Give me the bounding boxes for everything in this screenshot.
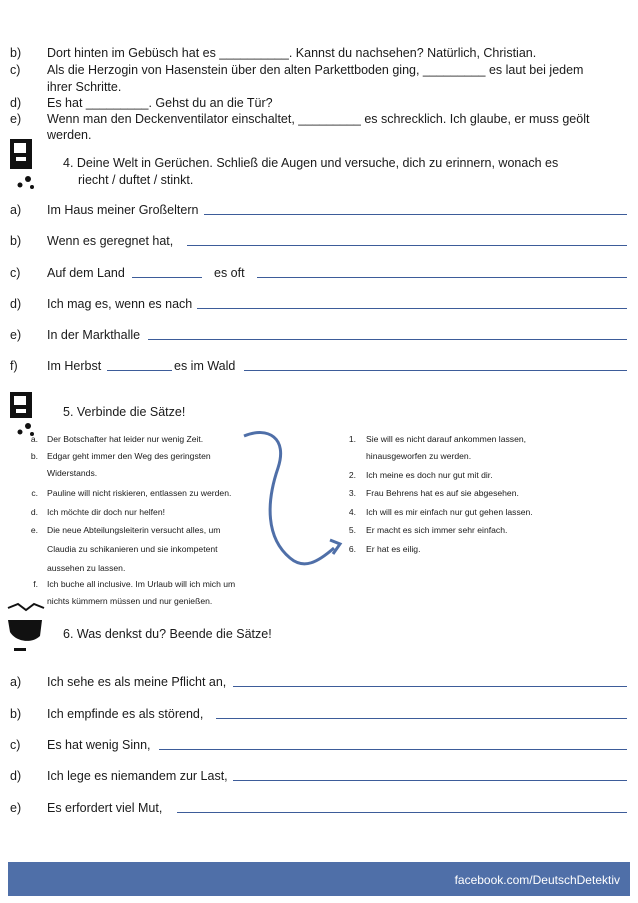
footer-link[interactable]: facebook.com/DeutschDetektiv	[454, 873, 620, 887]
exercise-line: Dort hinten im Gebüsch hat es __________. Kannst du nachsehen? Natürlich, Christian.	[47, 46, 537, 60]
prompt-text: Wenn es geregnet hat,	[47, 234, 174, 248]
prompt-text: Ich lege es niemandem zur Last,	[47, 769, 228, 783]
sentence-left: Der Botschafter hat leider nur wenig Zeit.	[47, 434, 204, 444]
sentence-left: Widerstands.	[47, 468, 98, 478]
answer-line[interactable]	[204, 214, 627, 215]
item-marker: c)	[10, 63, 21, 77]
exercise-line: ihrer Schritte.	[47, 80, 122, 94]
item-marker: e)	[10, 112, 22, 126]
answer-line[interactable]	[244, 370, 627, 371]
sentence-right: Frau Behrens hat es auf sie abgesehen.	[366, 488, 519, 498]
sentence-left: nichts kümmern müssen und nur genießen.	[47, 596, 213, 606]
item-marker: c)	[10, 738, 21, 752]
item-marker: 3.	[348, 488, 356, 498]
answer-line[interactable]	[233, 780, 627, 781]
item-marker: 6.	[348, 544, 356, 554]
prompt-text: Ich empfinde es als störend,	[47, 707, 204, 721]
item-marker: e)	[10, 328, 22, 342]
sentence-right: Ich meine es doch nur gut mit dir.	[366, 470, 493, 480]
footer-bar	[8, 862, 630, 896]
answer-line[interactable]	[159, 749, 627, 750]
item-marker: f)	[10, 359, 18, 373]
item-marker: 1.	[348, 434, 356, 444]
prompt-text: Ich sehe es als meine Pflicht an,	[47, 675, 227, 689]
stamp-icon	[8, 135, 38, 195]
section-heading: 4. Deine Welt in Gerüchen. Schließ die Augen und versuche, dich zu erinnern, wonach es	[63, 156, 559, 170]
answer-line[interactable]	[216, 718, 627, 719]
sentence-left: Die neue Abteilungsleiterin versucht alles, um	[47, 525, 221, 535]
answer-line[interactable]	[233, 686, 627, 687]
item-marker: e.	[30, 525, 38, 535]
item-marker: d)	[10, 96, 22, 110]
item-marker: b.	[30, 451, 38, 461]
exercise-line: werden.	[47, 128, 92, 142]
prompt-text: Es hat wenig Sinn,	[47, 738, 151, 752]
item-marker: b)	[10, 234, 22, 248]
answer-line[interactable]	[197, 308, 627, 309]
item-marker: d.	[30, 507, 38, 517]
sentence-left: Ich buche all inclusive. Im Urlaub will ich mich um	[47, 579, 236, 589]
item-marker: 2.	[348, 470, 356, 480]
prompt-text: Im Haus meiner Großeltern	[47, 203, 199, 217]
exercise-line: Es hat _________. Gehst du an die Tür?	[47, 96, 273, 110]
section-heading: 6. Was denkst du? Beende die Sätze!	[63, 627, 272, 641]
item-marker: b)	[10, 46, 22, 60]
item-marker: 4.	[348, 507, 356, 517]
prompt-text: es im Wald	[174, 359, 236, 373]
sentence-left: aussehen zu lassen.	[47, 563, 126, 573]
item-marker: d)	[10, 769, 22, 783]
item-marker: a.	[30, 434, 38, 444]
section-heading: 5. Verbinde die Sätze!	[63, 405, 186, 419]
prompt-text: Es erfordert viel Mut,	[47, 801, 163, 815]
connector-arrow-icon	[238, 428, 348, 578]
prompt-text: Ich mag es, wenn es nach	[47, 297, 193, 311]
answer-line[interactable]	[177, 812, 627, 813]
prompt-text: es oft	[214, 266, 245, 280]
sunglasses-icon	[6, 602, 46, 658]
section-heading: riecht / duftet / stinkt.	[78, 173, 194, 187]
sentence-right: Sie will es nicht darauf ankommen lassen,	[366, 434, 527, 444]
item-marker: d)	[10, 297, 22, 311]
gap-line[interactable]	[107, 370, 172, 371]
sentence-right: Er hat es eilig.	[366, 544, 421, 554]
sentence-left: Ich möchte dir doch nur helfen!	[47, 507, 165, 517]
item-marker: f.	[33, 579, 38, 589]
sentence-left: Pauline will nicht riskieren, entlassen zu werden.	[47, 488, 232, 498]
prompt-text: Auf dem Land	[47, 266, 125, 280]
sentence-right: Er macht es sich immer sehr einfach.	[366, 525, 508, 535]
item-marker: 5.	[348, 525, 356, 535]
item-marker: c.	[31, 488, 38, 498]
sentence-right: Ich will es mir einfach nur gut gehen lassen.	[366, 507, 533, 517]
item-marker: a)	[10, 203, 22, 217]
sentence-left: Edgar geht immer den Weg des geringsten	[47, 451, 211, 461]
sentence-right: hinausgeworfen zu werden.	[366, 451, 472, 461]
item-marker: a)	[10, 675, 22, 689]
gap-line[interactable]	[132, 277, 202, 278]
item-marker: e)	[10, 801, 22, 815]
answer-line[interactable]	[257, 277, 627, 278]
prompt-text: In der Markthalle	[47, 328, 141, 342]
answer-line[interactable]	[148, 339, 627, 340]
exercise-line: Wenn man den Deckenventilator einschaltet, _________ es schrecklich. Ich glaube, er muss geölt	[47, 112, 590, 126]
item-marker: c)	[10, 266, 21, 280]
sentence-left: Claudia zu schikanieren und sie inkompetent	[47, 544, 218, 554]
prompt-text: Im Herbst	[47, 359, 102, 373]
exercise-line: Als die Herzogin von Hasenstein über den alten Parkettboden ging, _________ es laut bei jedem	[47, 63, 584, 77]
item-marker: b)	[10, 707, 22, 721]
answer-line[interactable]	[187, 245, 627, 246]
